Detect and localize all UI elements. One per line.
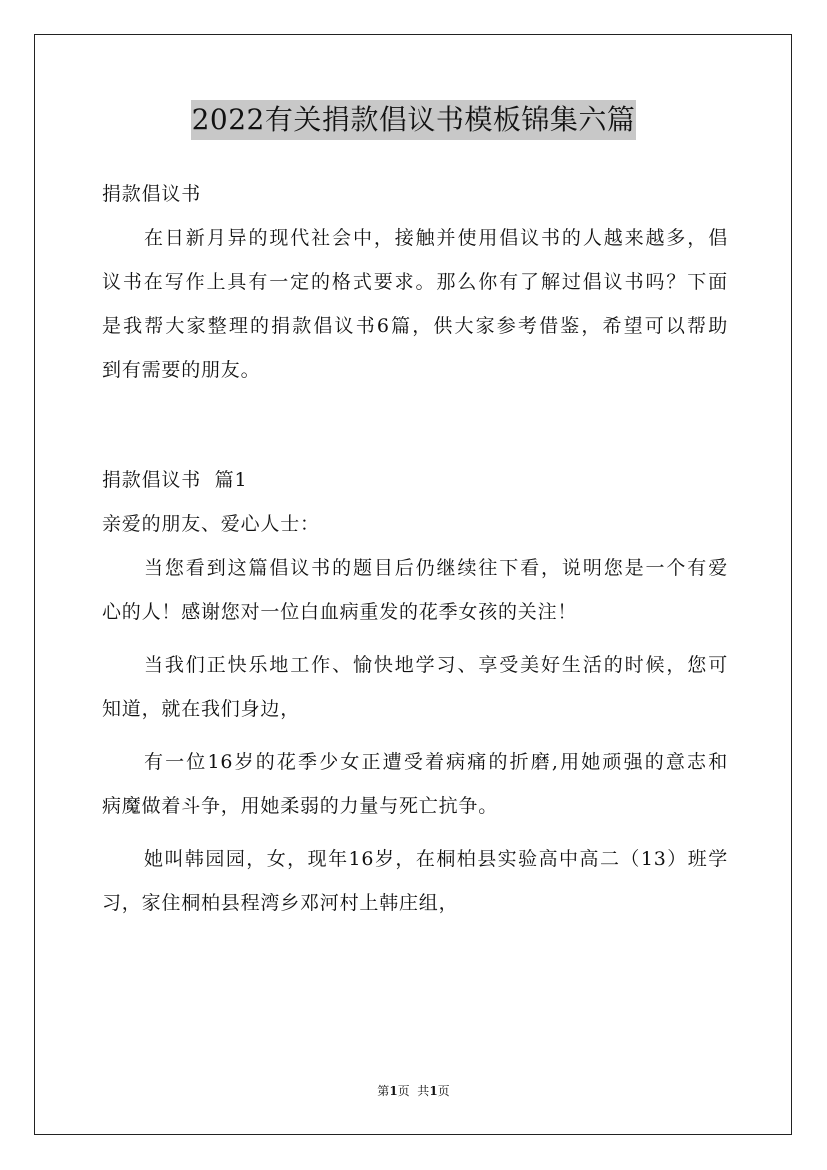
footer-page-total: 1 xyxy=(429,1084,438,1098)
paragraph-line: 习，家住桐柏县程湾乡邓河村上韩庄组， xyxy=(102,892,459,914)
spacer xyxy=(102,392,728,458)
paragraph-line: 当我们正快乐地工作、愉快地学习、享受美好生活的时候，您可 xyxy=(144,654,728,676)
document-title: 2022有关捐款倡议书模板锦集六篇 xyxy=(191,100,637,140)
paragraph-line: 病魔做着斗争，用她柔弱的力量与死亡抗争。 xyxy=(102,795,499,817)
title-container xyxy=(0,100,827,140)
paragraph-line: 她叫韩园园，女，现年16岁，在桐柏县实验高中高二（13）班学 xyxy=(144,848,728,870)
page-footer xyxy=(0,1083,827,1099)
paragraph-line: 当您看到这篇倡议书的题目后仍继续往下看，说明您是一个有爱 xyxy=(144,557,728,579)
intro-line: 到有需要的朋友。 xyxy=(102,359,261,381)
footer-page-current: 1 xyxy=(389,1084,398,1098)
footer-page-prefix: 第 xyxy=(377,1084,390,1098)
paragraph-line: 知道，就在我们身边， xyxy=(102,698,301,720)
intro-line: 是我帮大家整理的捐款倡议书6篇，供大家参考借鉴，希望可以帮助 xyxy=(102,315,728,337)
footer-page-suffix: 页 xyxy=(437,1084,450,1098)
intro-line: 议书在写作上具有一定的格式要求。那么你有了解过倡议书吗？下面 xyxy=(102,271,728,293)
heading-donation-proposal: 捐款倡议书 xyxy=(102,183,202,205)
paragraph-line: 心的人！感谢您对一位白血病重发的花季女孩的关注！ xyxy=(102,601,578,623)
section-title: 捐款倡议书 篇1 xyxy=(102,469,248,491)
document-body xyxy=(102,172,728,925)
intro-line: 在日新月异的现代社会中，接触并使用倡议书的人越来越多，倡 xyxy=(144,227,728,249)
paragraph-line: 有一位16岁的花季少女正遭受着病痛的折磨,用她顽强的意志和 xyxy=(144,751,728,773)
salutation: 亲爱的朋友、爱心人士： xyxy=(102,513,320,535)
footer-page-mid: 页 共 xyxy=(397,1084,430,1098)
